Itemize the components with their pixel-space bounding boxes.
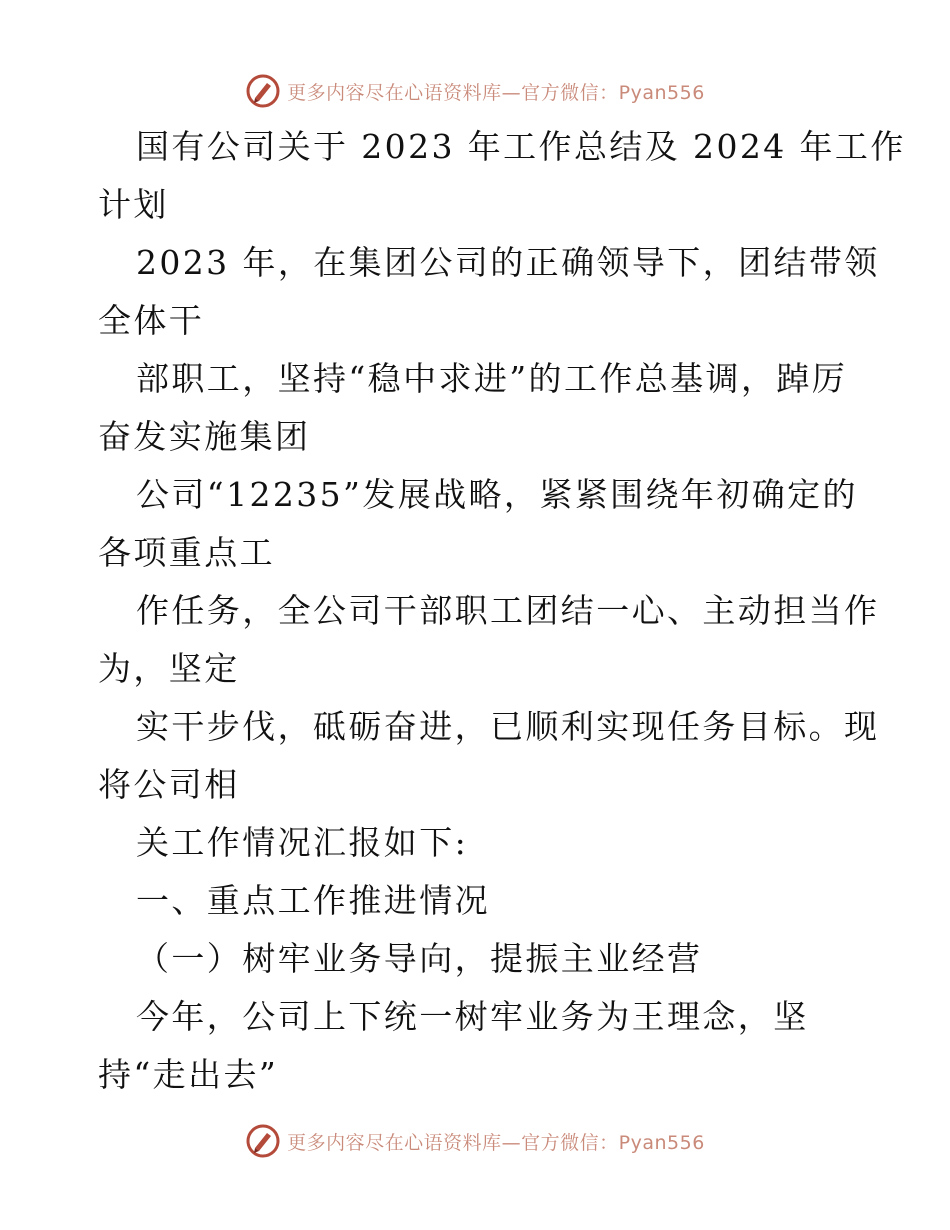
text-line: 奋发实施集团 — [98, 417, 311, 456]
text-line: 持“走出去” — [98, 1055, 279, 1094]
text-line: 各项重点工 — [98, 533, 275, 572]
text-line: 国有公司关于 2023 年工作总结及 2024 年工作 — [136, 127, 906, 166]
section-heading: 一、重点工作推进情况 — [136, 881, 490, 920]
text-line: 今年，公司上下统一树牢业务为王理念，坚 — [136, 997, 809, 1036]
pen-logo-icon — [245, 1123, 281, 1159]
text-line: 2023 年，在集团公司的正确领导下，团结带领 — [136, 243, 880, 282]
text-line: 关工作情况汇报如下: — [136, 823, 469, 862]
watermark-text: 更多内容尽在心语资料库—官方微信：Pyan556 — [287, 1131, 705, 1154]
text-line: 全体干 — [98, 301, 205, 340]
subsection-heading: （一）树牢业务导向，提振主业经营 — [136, 939, 703, 978]
watermark-text: 更多内容尽在心语资料库—官方微信：Pyan556 — [287, 81, 705, 104]
text-line: 将公司相 — [98, 765, 240, 804]
text-line: 公司“12235”发展战略，紧紧围绕年初确定的 — [136, 475, 858, 514]
text-line: 作任务，全公司干部职工团结一心、主动担当作 — [136, 591, 880, 630]
document-body — [98, 118, 906, 1104]
text-line: 部职工，坚持“稳中求进”的工作总基调，踔厉 — [136, 359, 848, 398]
footer-watermark — [0, 1121, 950, 1161]
text-line: 实干步伐，砥砺奋进，已顺利实现任务目标。现 — [136, 707, 880, 746]
header-watermark — [0, 71, 950, 111]
text-line: 为，坚定 — [98, 649, 240, 688]
pen-logo-icon — [245, 73, 281, 109]
text-line: 计划 — [98, 185, 169, 224]
